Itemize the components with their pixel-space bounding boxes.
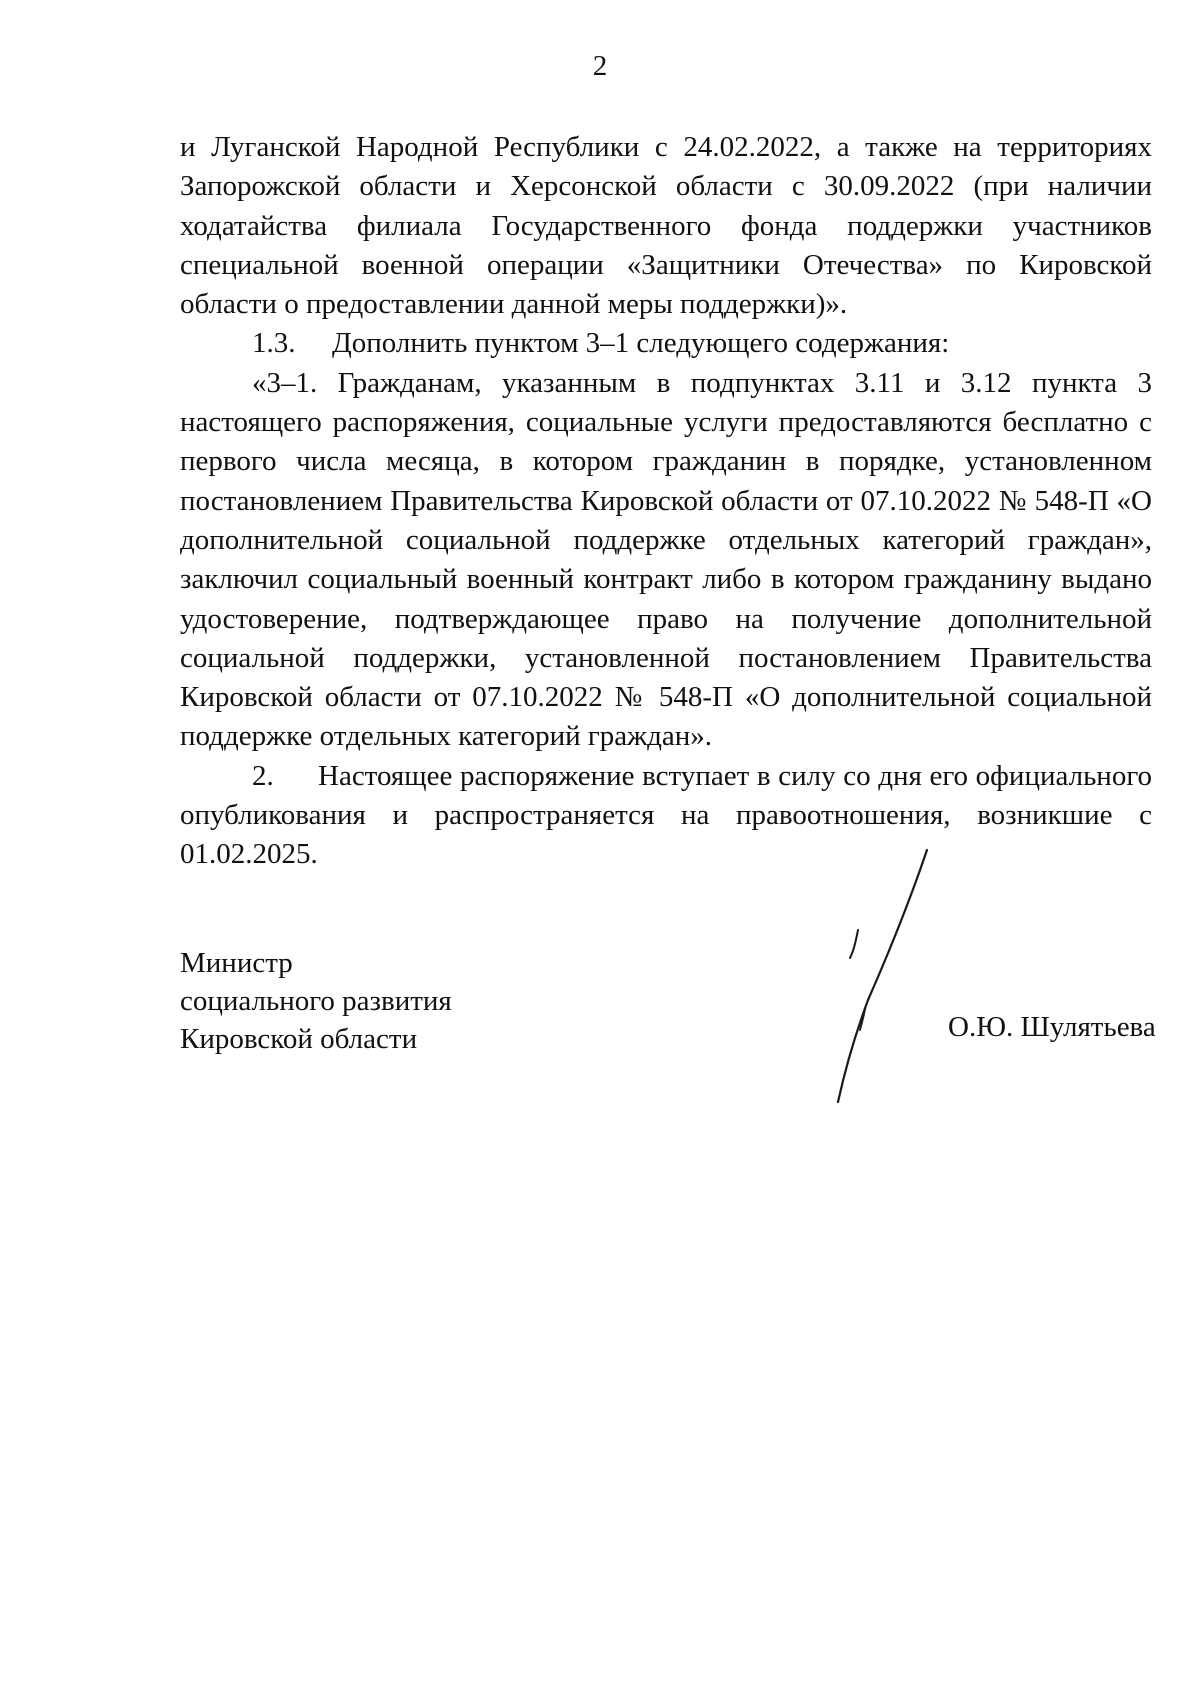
paragraph-item-3-1: «3–1. Гражданам, указанным в подпунктах 3.11 и 3.12 пункта 3 настоящего распоряжения, социальные услуги предоставляются бесплатно с первого числа месяца, в котором гражданин в порядке, установленном постановлением Правительства Кировской области от 07.10.2022 № 548-П «О дополнительной социальной поддержке отдельных категорий граждан», заключил социальный военный контракт либо в котором гражданину выдано удостоверение, подтверждающее право на получение дополнительной социальной поддержки, установленной постановлением Правительства Кировской области от 07.10.2022 № 548-П «О дополнительной социальной поддержке отдельных категорий граждан». [180, 366, 1152, 753]
signatory-name: О.Ю. Шулятьева [948, 1011, 1156, 1043]
paragraph-continuation: и Луганской Народной Республики с 24.02.2022, а также на территориях Запорожской области и Херсонской области с 30.09.2022 (при наличии ходатайства филиала Государственного фонда поддержки участников специальной военной операции «Защитники Отечества» по Кировской области о предоставлении данной меры поддержки)». [180, 131, 1152, 321]
paragraph-number: 1.3. [252, 327, 296, 360]
handwritten-signature [800, 840, 940, 1110]
paragraph-text: Настоящее распоряжение вступает в силу со дня его официального опубликования и распространяется на правоотношения, возникшие с 01.02.2025. [180, 759, 1152, 871]
paragraph-item-2 [180, 757, 1152, 875]
paragraph-number: 2. [252, 759, 274, 792]
page-number: 2 [592, 50, 608, 82]
paragraph-item-1-3 [180, 324, 1152, 363]
position-line: Министр [180, 947, 293, 979]
document-body [180, 128, 1152, 875]
position-line: социального развития [180, 985, 452, 1017]
position-line: Кировской области [180, 1023, 418, 1055]
signatory-position [180, 944, 452, 1058]
paragraph-text: Дополнить пунктом 3–1 следующего содержания: [332, 327, 950, 360]
